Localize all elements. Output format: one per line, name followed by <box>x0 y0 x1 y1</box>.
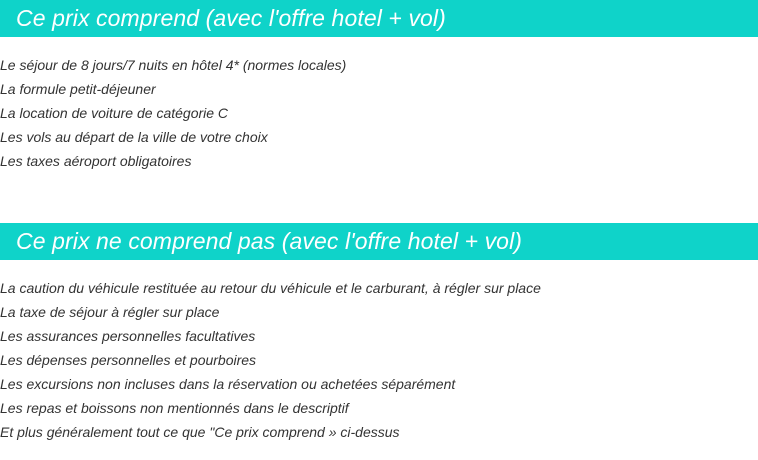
included-item: La formule petit-déjeuner <box>0 81 156 97</box>
excluded-item: Les dépenses personnelles et pourboires <box>0 352 257 368</box>
excluded-items-list <box>0 276 541 444</box>
included-items-list <box>0 53 346 173</box>
excluded-section-header <box>0 223 758 260</box>
included-item: La location de voiture de catégorie C <box>0 105 229 121</box>
included-section-title: Ce prix comprend (avec l'offre hotel + vol) <box>16 5 446 31</box>
excluded-item: Les repas et boissons non mentionnés dans le descriptif <box>0 400 349 416</box>
excluded-item: La taxe de séjour à régler sur place <box>0 304 220 320</box>
excluded-item: Et plus généralement tout ce que "Ce prix comprend » ci-dessus <box>0 424 400 440</box>
excluded-item: Les excursions non incluses dans la réservation ou achetées séparément <box>0 376 456 392</box>
included-item: Les vols au départ de la ville de votre choix <box>0 129 268 145</box>
excluded-item: Les assurances personnelles facultatives <box>0 328 256 344</box>
included-item: Le séjour de 8 jours/7 nuits en hôtel 4* (normes locales) <box>0 57 347 73</box>
included-section-header <box>0 0 758 37</box>
included-item: Les taxes aéroport obligatoires <box>0 153 192 169</box>
excluded-item: La caution du véhicule restituée au retour du véhicule et le carburant, à régler sur place <box>0 280 541 296</box>
excluded-section-title: Ce prix ne comprend pas (avec l'offre hotel + vol) <box>16 228 523 254</box>
